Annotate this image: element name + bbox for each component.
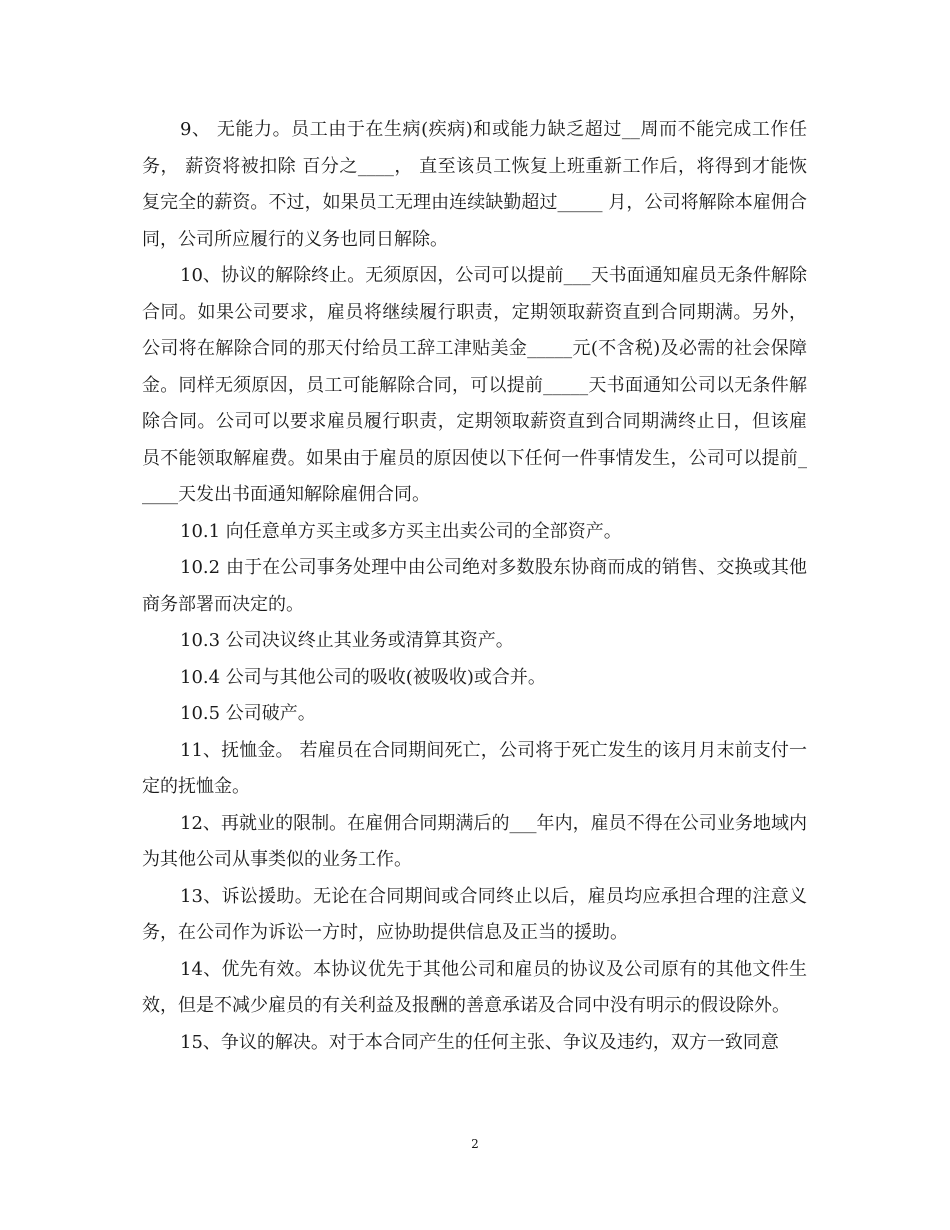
clause-9-incapacity: 9、 无能力。员工由于在生病(疾病)和或能力缺乏超过__周而不能完成工作任务， 薪资将被扣除 百分之____， 直至该员工恢复上班重新工作后，将得到才能恢复完全的薪资。不过，如果员工无理由连续缺勤超过_____ 月，公司将解除本雇佣合同，公司所应履行的义务也同日解除。: [142, 119, 807, 250]
clause-10-1: 10.1 向任意单方买主或多方买主出卖公司的全部资产。: [180, 520, 622, 542]
clause-15-disputes: 15、争议的解决。对于本合同产生的任何主张、争议及违约，双方一致同意: [180, 1031, 779, 1053]
clause-10-termination: 10、协议的解除终止。无须原因，公司可以提前___天书面通知雇员无条件解除合同。如果公司要求，雇员将继续履行职责，定期领取薪资直到合同期满。另外，公司将在解除合同的那天付给员工辞工津贴美金_____元(不含税)及必需的社会保障金。同样无须原因，员工可能解除合同，可以提前_____天书面通知公司以无条件解除合同。公司可以要求雇员履行职责，定期领取薪资直到合同期满终止日，但该雇员不能领取解雇费。如果由于雇员的原因使以下任何一件事情发生，公司可以提前_____天发出书面通知解除雇佣合同。: [142, 265, 807, 505]
clause-10-2: 10.2 由于在公司事务处理中由公司绝对多数股东协商而成的销售、交换或其他商务部署而决定的。: [142, 557, 807, 615]
page-number: 2: [471, 1137, 479, 1151]
clause-13-litigation: 13、诉讼援助。无论在合同期间或合同终止以后，雇员均应承担合理的注意义务，在公司作为诉讼一方时，应协助提供信息及正当的援助。: [142, 885, 807, 943]
clause-10-3: 10.3 公司决议终止其业务或清算其资产。: [180, 630, 514, 651]
document-body: [142, 112, 807, 1061]
clause-10-4: 10.4 公司与其他公司的吸收(被吸收)或合并。: [180, 666, 546, 688]
clause-10-5: 10.5 公司破产。: [180, 703, 316, 724]
clause-14-precedence: 14、优先有效。本协议优先于其他公司和雇员的协议及公司原有的其他文件生效，但是不减少雇员的有关利益及报酬的善意承诺及合同中没有明示的假设除外。: [142, 958, 807, 1016]
clause-12-reemployment: 12、再就业的限制。在雇佣合同期满后的___年内，雇员不得在公司业务地域内为其他公司从事类似的业务工作。: [142, 812, 807, 870]
clause-11-pension: 11、抚恤金。 若雇员在合同期间死亡，公司将于死亡发生的该月月末前支付一定的抚恤金。: [142, 739, 807, 797]
